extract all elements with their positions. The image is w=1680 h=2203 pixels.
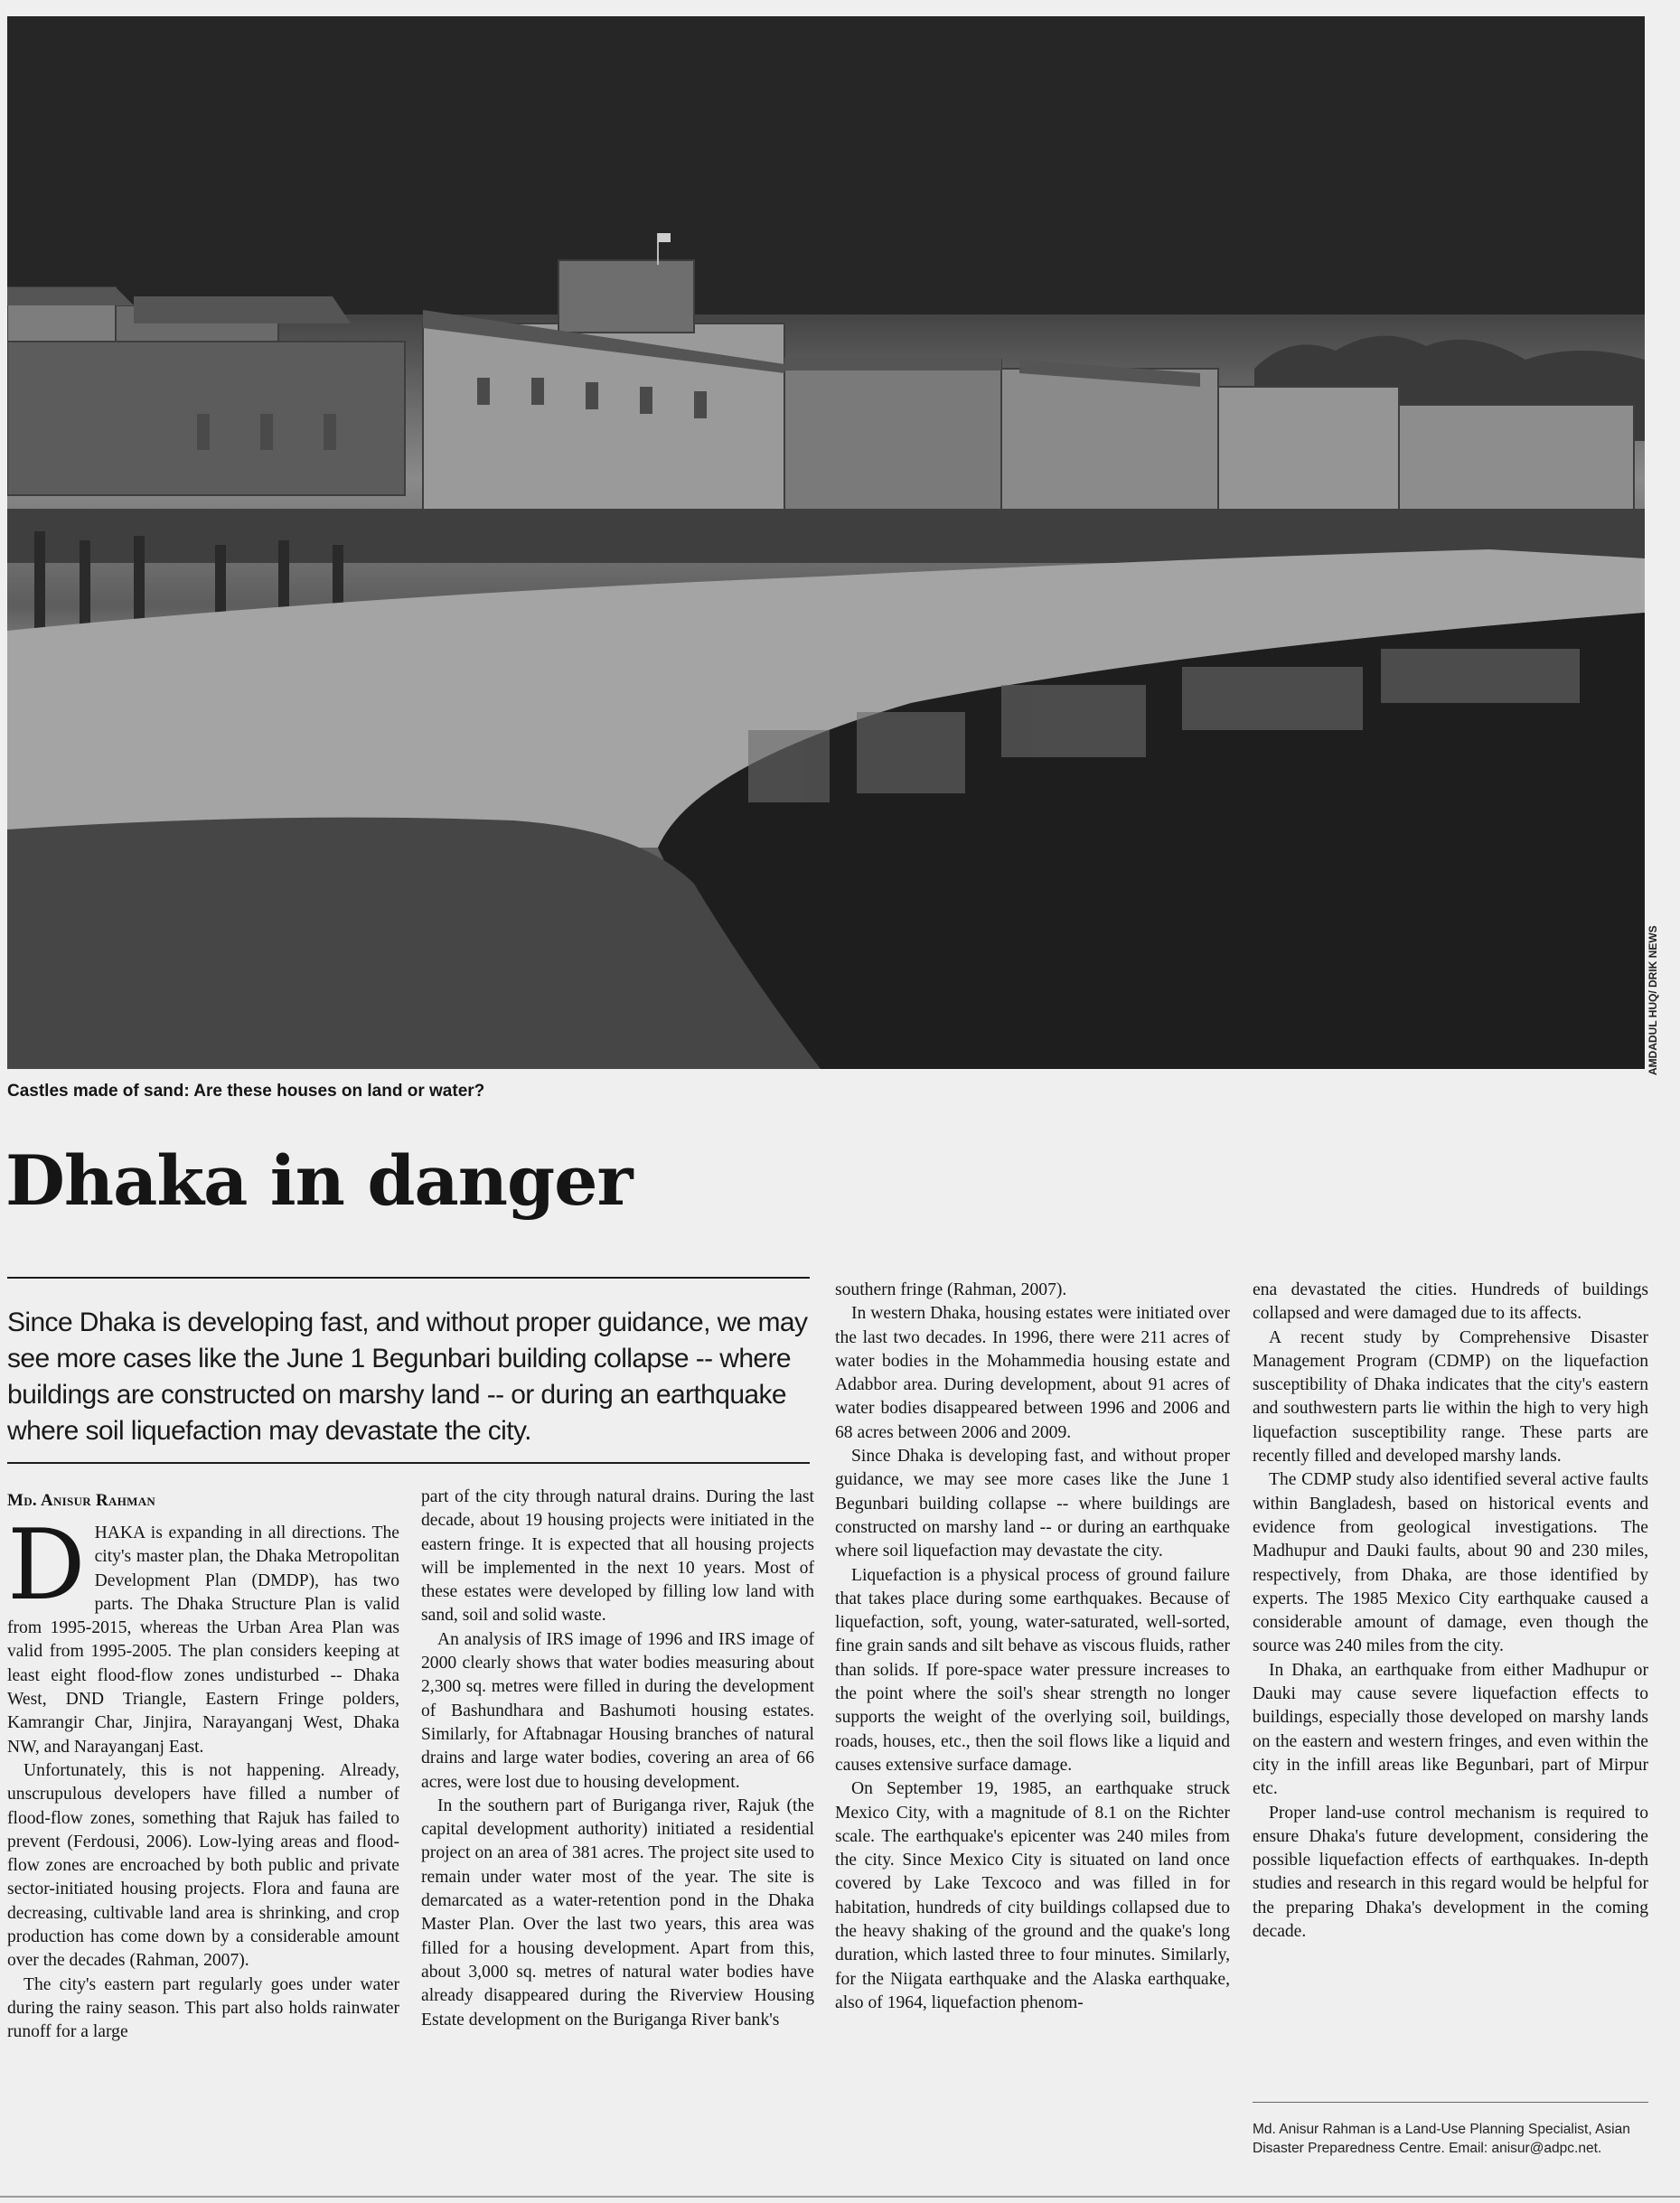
deck: Since Dhaka is developing fast, and without proper guidance, we may see more cases like the June 1 Begunbari building collapse -- where buildings are constructed on marshy land -- or during an earthquake where soil liquefaction may devastate the city. (7, 1308, 808, 1446)
dropcap: D (7, 1509, 86, 1622)
paragraph: Liquefaction is a physical process of ground failure that takes place during some earthquakes. Because of liquefaction, soft, young, water-saturated, well-sorted, fine grain sands and silt behave as viscous fluids, rather than solids. If pore-space water pressure increases to the point where the soil's shear strength no longer supports the weight of the overlying soil, buildings, roads, houses, etc., then the soil flows like a liquid and causes extensive surface damage. (835, 1565, 1230, 1775)
paragraph: part of the city through natural drains. During the last decade, about 19 housing projects were initiated in the eastern fringe. It is expected that all housing projects will be implemented in the next 10 years. Most of these estates were developed by filling low land with sand, soil and solid waste. (421, 1487, 814, 1626)
column-2 (421, 1486, 814, 2032)
photo-illustration (7, 16, 1645, 1069)
paragraph: A recent study by Comprehensive Disaster Management Program (CDMP) on the liquefaction susceptibility of Dhaka indicates that the city's eastern and southwestern parts lie within the high to very high liquefaction susceptibility range. These parts are recently filled and developed marshy lands. (1253, 1327, 1648, 1467)
paragraph: Unfortunately, this is not happening. Already, unscrupulous developers have filled a number of flood-flow zones, something that Rajuk has failed to prevent (Ferdousi, 2006). Low-lying areas and flood-flow zones are encroached by both public and private sector-initiated housing projects. Flora and fauna are decreasing, cultivable land area is shrinking, and crop production has come down by a considerable amount over the decades (Rahman, 2007). (7, 1760, 399, 1971)
paragraph: ena devastated the cities. Hundreds of buildings collapsed and were damaged due to its affects. (1253, 1280, 1648, 1324)
column-3 (835, 1279, 1230, 2015)
column-4 (1253, 1279, 1648, 1944)
paragraph: Since Dhaka is developing fast, and without proper guidance, we may see more cases like the June 1 Begunbari building collapse -- where buildings are constructed on marshy land -- or during an earthquake where soil liquefaction may devastate the city. (835, 1447, 1230, 1561)
paragraph: In western Dhaka, housing estates were initiated over the last two decades. In 1996, there were 211 acres of water bodies in the Mohammedia housing estate and Adabbor area. During development, about 91 acres of water bodies disappeared between 1996 and 2006 and 68 acres between 2006 and 2009. (835, 1304, 1230, 1442)
paragraph: Proper land-use control mechanism is required to ensure Dhaka's future development, considering the possible liquefaction effects of earthquakes. In-depth studies and research in this regard would be helpful for the preparing Dhaka's development in the coming decade. (1253, 1803, 1648, 1942)
paragraph: The city's eastern part regularly goes under water during the rainy season. This part also holds rainwater runoff for a large (7, 1974, 399, 2042)
paragraph: southern fringe (Rahman, 2007). (835, 1280, 1067, 1299)
paragraph: HAKA is expanding in all directions. The city's master plan, the Dhaka Metropolitan Development Plan (DMDP), has two parts. The Dhaka Structure Plan is valid from 1995-2015, whereas the Urban Area Plan was valid from 1995-2005. The plan considers keeping at least eight flood-flow zones undisturbed -- Dhaka West, DND Triangle, Eastern Fringe polders, Kamrangir Char, Jinjira, Narayanganj West, Dhaka NW, and Narayanganj East. (7, 1523, 399, 1757)
paragraph: In Dhaka, an earthquake from either Madhupur or Dauki may cause severe liquefaction effects to buildings, especially those developed on marshy lands on the eastern and western fringes, and even within the city in the infill areas like Begunbari, part of Mirpur etc. (1253, 1660, 1648, 1799)
paragraph: An analysis of IRS image of 1996 and IRS image of 2000 clearly shows that water bodies measuring about 2,300 sq. metres were filled in during the development of Bashundhara and Bashumoti housing estates. Similarly, for Aftabnagar Housing branches of natural drains and large water bodies, covering an area of 66 acres, were lost due to housing development. (421, 1629, 814, 1792)
byline: Md. Anisur Rahman (7, 1491, 156, 1510)
news-photo (7, 16, 1645, 1069)
deck-top-rule (7, 1277, 810, 1279)
headline: Dhaka in danger (5, 1140, 633, 1221)
paragraph: The CDMP study also identified several active faults within Bangladesh, based on historical events and evidence from geological investigations. The Madhupur and Dauki faults, about 90 and 230 miles, respectively, from Dhaka, are those identified by experts. The 1985 Mexico City earthquake caused a considerable amount of damage, even though the source was 240 miles from the city. (1253, 1470, 1648, 1656)
photo-credit: AMDADUL HUQ/ DRIK NEWS (1647, 925, 1659, 1075)
photo-caption: Castles made of sand: Are these houses on land or water? (7, 1082, 485, 1101)
page-bottom-rule (0, 2196, 1680, 2198)
paragraph: On September 19, 1985, an earthquake struck Mexico City, with a magnitude of 8.1 on the Richter scale. The earthquake's epicenter was 240 miles from the city. Since Mexico City is situated on land once covered by Lake Texcoco and was filled in for habitation, hundreds of city buildings collapsed due to the heavy shaking of the ground and the quake's long duration, which lasted three to four minutes. Similarly, for the Niigata earthquake and the Alaska earthquake, also of 1964, liquefaction phenom- (835, 1779, 1230, 2012)
column-1 (7, 1509, 399, 2045)
author-bio: Md. Anisur Rahman is a Land-Use Planning Specialist, Asian Disaster Preparedness Centre. Email: anisur@adpc.net. (1253, 2122, 1630, 2156)
deck-bottom-rule (7, 1462, 810, 1464)
paragraph: In the southern part of Buriganga river, Rajuk (the capital development authority) initiated a residential project on an area of 381 acres. The project site used to remain under water most of the year. The site is demarcated as a water-retention pond in the Dhaka Master Plan. Over the last two years, this area was filled for a housing development. Apart from this, about 3,000 sq. metres of natural water bodies have already disappeared during the Riverview Housing Estate development on the Buriganga River bank's (421, 1795, 814, 2030)
bio-rule (1253, 2102, 1648, 2103)
